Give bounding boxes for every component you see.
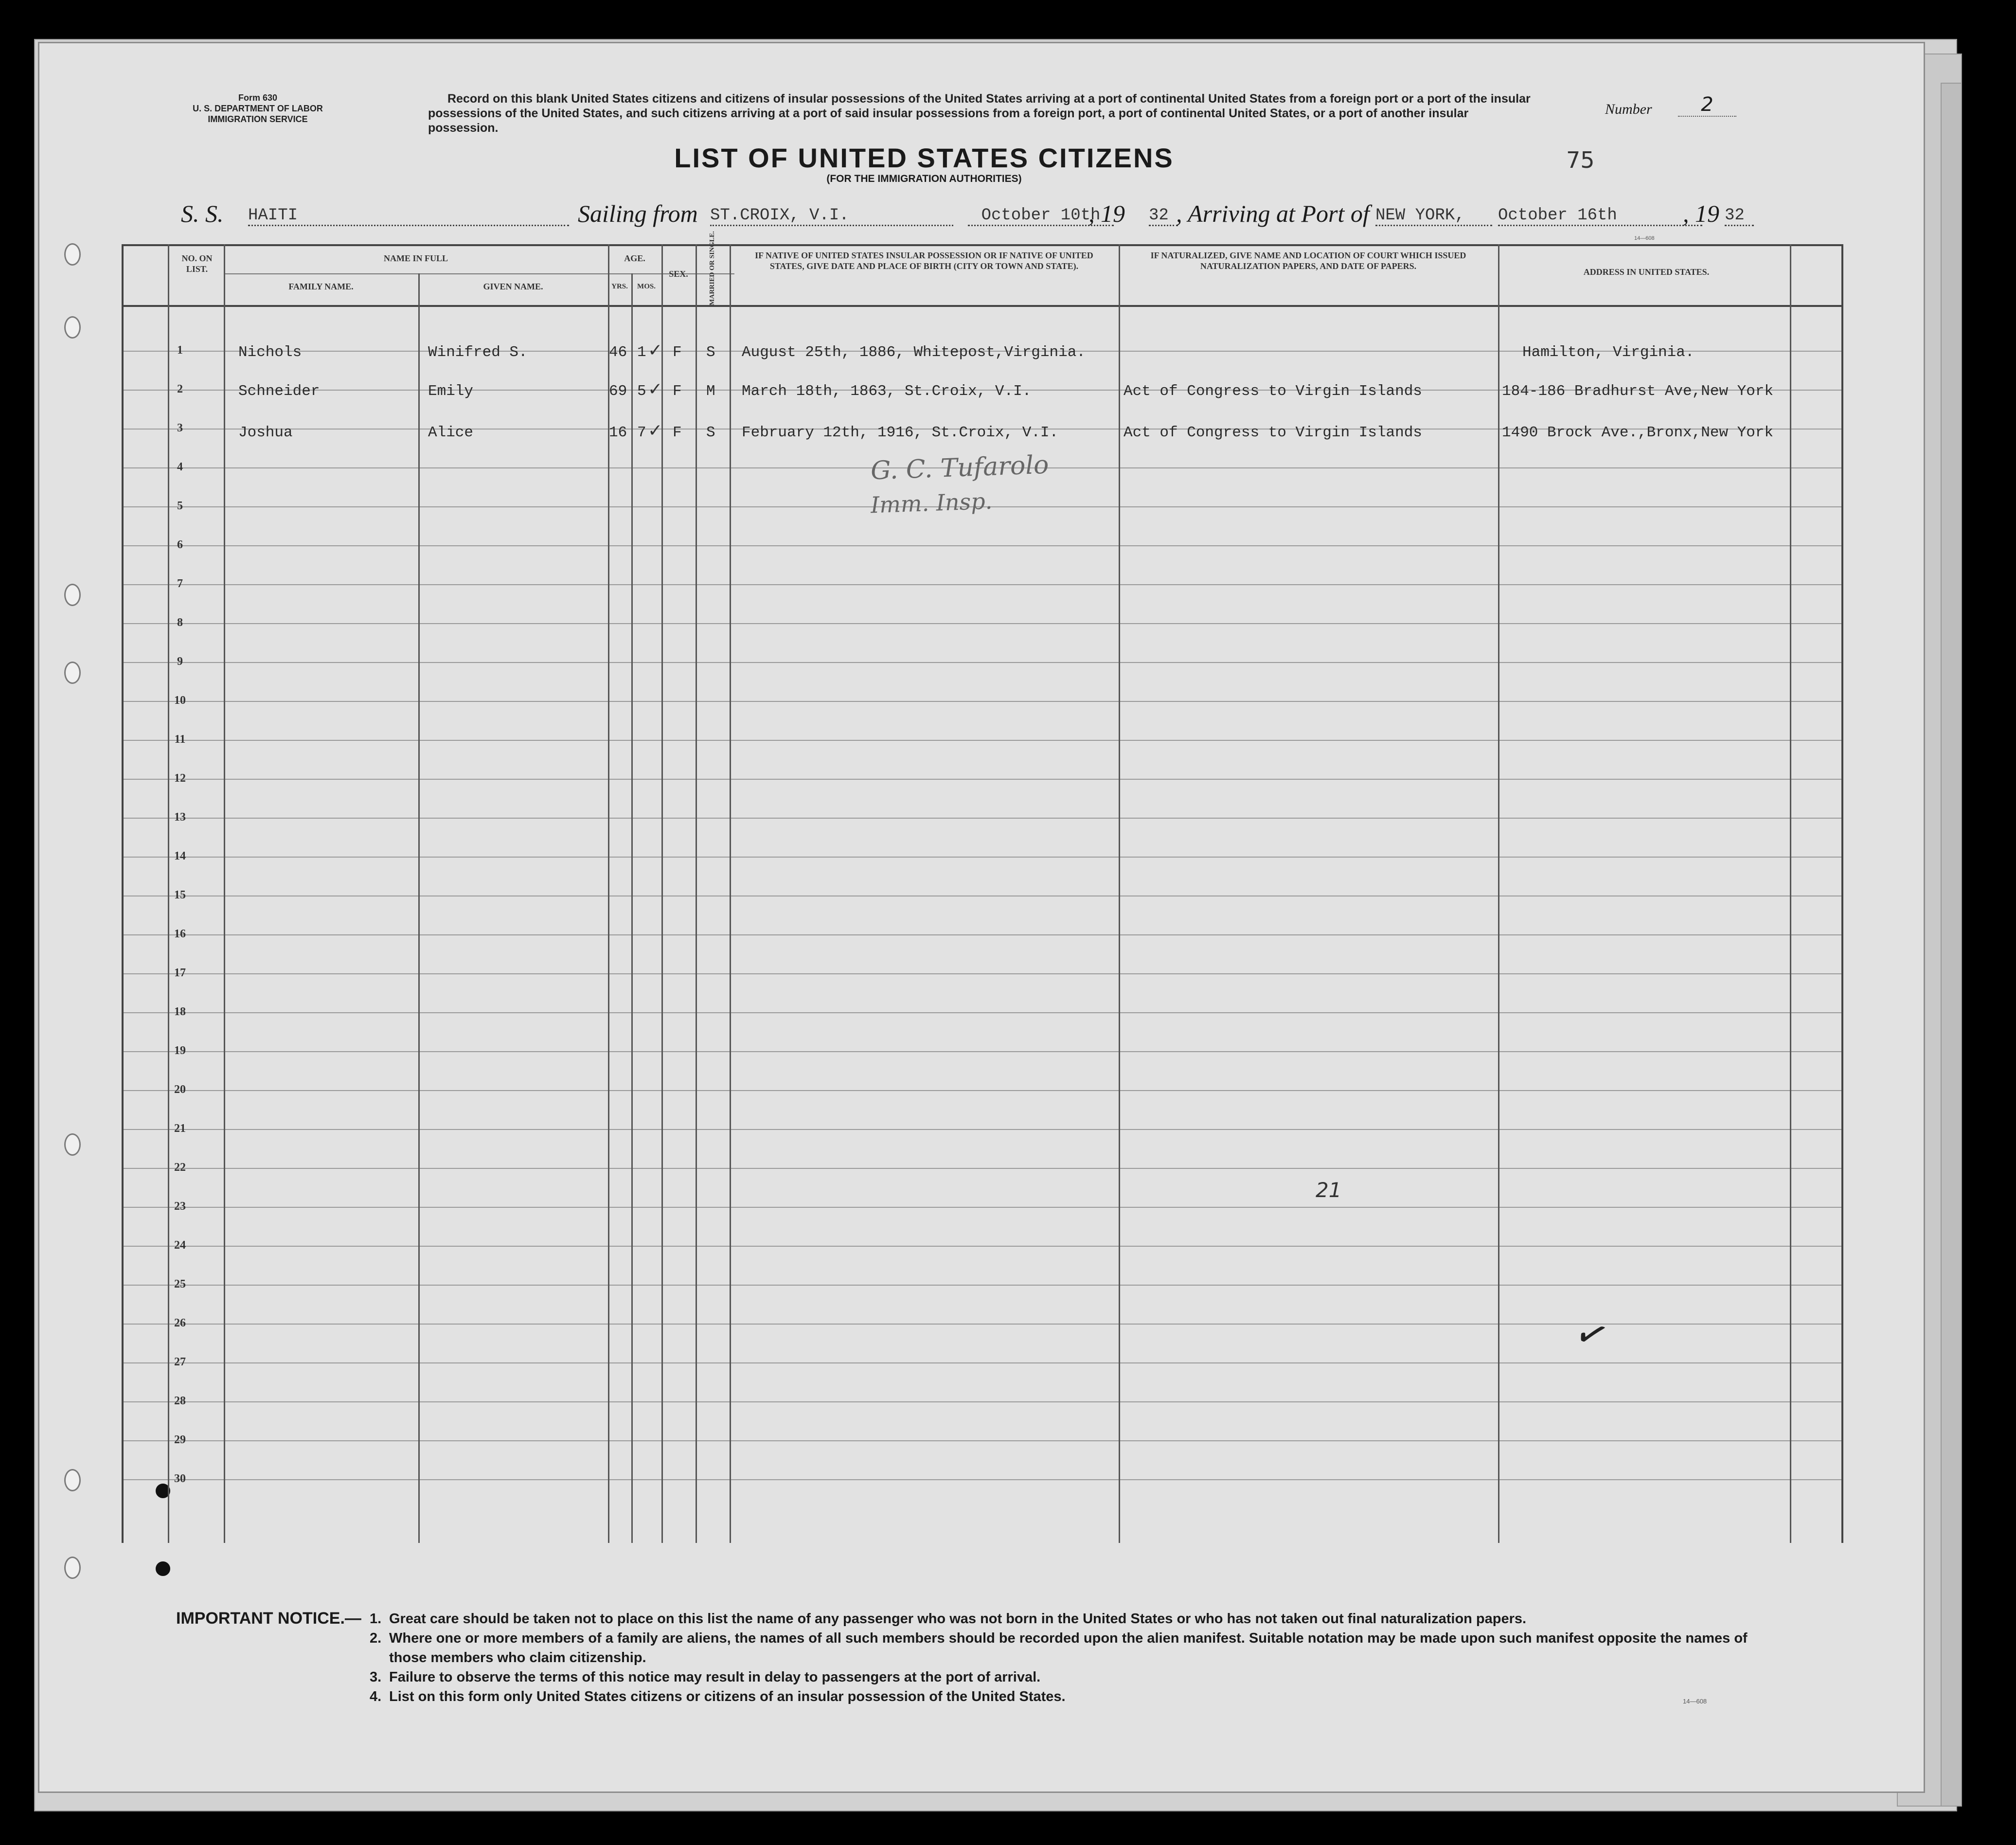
header-age: AGE. <box>624 253 645 263</box>
form-number: Form 630 <box>238 93 278 103</box>
punch-hole-icon <box>64 243 81 266</box>
age-months-cell: 5 <box>637 383 646 400</box>
row-number: 14 <box>174 850 186 862</box>
address-cell: Hamilton, Virginia. <box>1522 344 1695 361</box>
form-instructions: Record on this blank United States citizens and citizens of insular possessions of the United States arriving at a port of continental United States from a foreign port or a port of the insular possessions of the United States, and such citizens arriving at a port of said insular possessions from a foreign port, a port of continental United States, or a port of another insular possession. <box>428 92 1531 135</box>
row-number: 3 <box>177 422 183 434</box>
row-number: 12 <box>174 772 186 785</box>
row-rule <box>122 1012 1843 1013</box>
row-rule <box>122 1207 1843 1208</box>
family-name-cell: Schneider <box>238 383 320 400</box>
page-stamp: 75 <box>1566 147 1595 173</box>
header-given-name: GIVEN NAME. <box>483 282 543 291</box>
ship-label: S. S. <box>181 200 224 227</box>
row-rule <box>122 1129 1843 1130</box>
notice-item <box>370 1687 1780 1706</box>
family-name-cell: Joshua <box>238 424 293 441</box>
header-years: YRS. <box>611 283 628 290</box>
departure-date-field[interactable]: October 10th <box>968 206 1114 226</box>
row-rule <box>122 623 1843 624</box>
row-number: 28 <box>174 1395 186 1407</box>
row-rule <box>122 1051 1843 1052</box>
ship-name-field[interactable]: HAITI <box>248 206 569 226</box>
notice-title: IMPORTANT NOTICE.— <box>176 1609 361 1628</box>
address-cell: 184-186 Bradhurst Ave,New York <box>1502 383 1774 400</box>
naturalization-cell: Act of Congress to Virgin Islands <box>1124 424 1422 441</box>
row-number: 8 <box>177 616 183 629</box>
row-number: 6 <box>177 538 183 551</box>
punch-hole-icon <box>64 316 81 339</box>
punch-hole-icon <box>64 1133 81 1156</box>
place-of-birth-cell: August 25th, 1886, Whitepost,Virginia. <box>742 344 1086 361</box>
row-rule <box>122 1362 1843 1363</box>
age-months-cell: 7 <box>637 424 646 441</box>
form-identifier <box>161 92 355 125</box>
age-months-cell: 1 <box>637 344 646 361</box>
sailing-from-label: Sailing from <box>578 200 698 227</box>
notice-item <box>370 1667 1780 1687</box>
notice-item <box>370 1629 1780 1667</box>
row-number: 16 <box>174 928 186 940</box>
row-number: 23 <box>174 1200 186 1213</box>
place-of-birth-cell: February 12th, 1916, St.Croix, V.I. <box>742 424 1059 441</box>
sex-cell: F <box>673 424 682 441</box>
paper-stack-edge <box>1941 83 1962 1807</box>
row-number: 7 <box>177 577 183 590</box>
header-family-name: FAMILY NAME. <box>288 282 354 291</box>
punch-hole-icon <box>64 1557 81 1579</box>
age-years-cell: 46 <box>609 344 627 361</box>
punch-hole-icon <box>156 1561 170 1576</box>
inspector-title: Imm. Insp. <box>870 487 993 519</box>
arrival-date-field[interactable]: October 16th <box>1498 206 1702 226</box>
family-name-cell: Nichols <box>238 344 302 361</box>
row-rule <box>122 1285 1843 1286</box>
row-rule <box>122 1479 1843 1480</box>
row-rule <box>122 1401 1843 1402</box>
arrival-year-prefix: , 19 <box>1683 200 1719 227</box>
row-rule <box>122 818 1843 819</box>
given-name-cell: Alice <box>428 424 474 441</box>
row-rule <box>122 779 1843 780</box>
row-number: 27 <box>174 1356 186 1368</box>
row-number: 5 <box>177 500 183 512</box>
marital-status-cell: S <box>706 424 715 441</box>
row-number: 9 <box>177 655 183 668</box>
notice-number: 3. <box>370 1669 382 1685</box>
row-number: 22 <box>174 1161 186 1174</box>
row-rule <box>122 740 1843 741</box>
row-number: 15 <box>174 889 186 901</box>
notice-item <box>370 1609 1780 1629</box>
inspector-signature: G. C. Tufarolo <box>870 450 1050 486</box>
sex-cell: F <box>673 383 682 400</box>
row-number: 19 <box>174 1044 186 1057</box>
row-number: 4 <box>177 461 183 473</box>
row-rule <box>122 584 1843 585</box>
header-months: MOS. <box>637 283 656 290</box>
arriving-label: , Arriving at Port of <box>1176 200 1370 227</box>
header-naturalization: IF NATURALIZED, GIVE NAME AND LOCATION OF COURT WHICH ISSUED NATURALIZATION PAPERS, AND DATE OF PAPERS. <box>1150 251 1466 271</box>
from-port-field[interactable]: ST.CROIX, V.I. <box>710 206 953 226</box>
number-field[interactable]: 2 <box>1678 93 1736 117</box>
notice-text: Failure to observe the terms of this notice may result in delay to passengers at the port of arrival. <box>389 1669 1041 1685</box>
given-name-cell: Emily <box>428 383 474 400</box>
row-rule <box>122 1440 1843 1441</box>
row-rule <box>122 1090 1843 1091</box>
row-number: 20 <box>174 1083 186 1096</box>
department-name: U. S. DEPARTMENT OF LABOR <box>193 104 323 113</box>
age-years-cell: 16 <box>609 424 627 441</box>
row-number: 17 <box>174 967 186 979</box>
row-rule <box>122 662 1843 663</box>
row-number: 13 <box>174 811 186 824</box>
place-of-birth-cell: March 18th, 1863, St.Croix, V.I. <box>742 383 1032 400</box>
service-name: IMMIGRATION SERVICE <box>208 114 308 124</box>
notice-text: List on this form only United States citizens or citizens of an insular possession of the United States. <box>389 1689 1066 1704</box>
header-name-in-full: NAME IN FULL <box>383 253 448 263</box>
row-rule <box>122 973 1843 974</box>
page-subtitle: (FOR THE IMMIGRATION AUTHORITIES) <box>826 173 1022 184</box>
tick-mark-icon: ✓ <box>1569 1308 1615 1361</box>
check-mark-icon: ✓ <box>648 421 663 441</box>
arrival-year-field[interactable]: 32 <box>1725 206 1754 226</box>
address-cell: 1490 Brock Ave.,Bronx,New York <box>1502 424 1774 441</box>
row-number: 2 <box>177 383 183 395</box>
notice-number: 1. <box>370 1611 382 1627</box>
row-number: 30 <box>174 1472 186 1485</box>
row-rule <box>122 857 1843 858</box>
row-rule <box>122 701 1843 702</box>
marital-status-cell: S <box>706 344 715 361</box>
departure-year-prefix: , 19 <box>1088 200 1125 227</box>
row-number: 10 <box>174 694 186 707</box>
row-number: 18 <box>174 1005 186 1018</box>
row-rule <box>122 1168 1843 1169</box>
row-number: 21 <box>174 1122 186 1135</box>
punch-hole-icon <box>64 584 81 606</box>
age-years-cell: 69 <box>609 383 627 400</box>
row-number: 29 <box>174 1433 186 1446</box>
row-rule <box>122 1246 1843 1247</box>
notice-text: Where one or more members of a family are aliens, the names of all such members should be recorded upon the alien manifest. Suitable notation may be made upon such manifest opposite the names of those members who claim citizenship. <box>389 1630 1748 1666</box>
header-no-on-list: NO. ON LIST. <box>181 253 213 274</box>
header-married-single: MARRIED OR SINGLE. <box>709 231 716 305</box>
header-place-of-birth: IF NATIVE OF UNITED STATES INSULAR POSSESSION OR IF NATIVE OF UNITED STATES, GIVE DATE AND PLACE OF BIRTH (CITY OR TOWN AND STATE). <box>755 251 1093 271</box>
notice-text: Great care should be taken not to place on this list the name of any passenger who was not born in the United States or who has not taken out final naturalization papers. <box>389 1611 1527 1627</box>
form-code: 14—608 <box>1683 1698 1707 1705</box>
sex-cell: F <box>673 344 682 361</box>
row-number: 26 <box>174 1317 186 1329</box>
marital-status-cell: M <box>706 383 715 400</box>
naturalization-cell: Act of Congress to Virgin Islands <box>1124 383 1422 400</box>
printer-code: 14—608 <box>1634 235 1655 241</box>
number-label: Number <box>1605 101 1652 117</box>
check-mark-icon: ✓ <box>648 340 663 360</box>
departure-year-field[interactable]: 32 <box>1149 206 1178 226</box>
row-rule <box>122 934 1843 935</box>
notice-number: 4. <box>370 1689 382 1704</box>
row-number: 25 <box>174 1278 186 1290</box>
arrival-port-field[interactable]: NEW YORK, <box>1375 206 1492 226</box>
notice-list <box>370 1609 1780 1706</box>
notice-number: 2. <box>370 1630 382 1646</box>
row-rule <box>122 545 1843 546</box>
row-number: 1 <box>177 344 183 357</box>
page-title: LIST OF UNITED STATES CITIZENS <box>674 143 1174 173</box>
handwritten-mark: 21 <box>1316 1178 1342 1202</box>
given-name-cell: Winifred S. <box>428 344 528 361</box>
row-number: 24 <box>174 1239 186 1252</box>
header-address: ADDRESS IN UNITED STATES. <box>1583 267 1710 277</box>
punch-hole-icon <box>64 662 81 684</box>
check-mark-icon: ✓ <box>648 379 663 399</box>
punch-hole-icon <box>64 1469 81 1491</box>
row-number: 11 <box>174 733 186 746</box>
header-sex: SEX. <box>669 269 688 279</box>
